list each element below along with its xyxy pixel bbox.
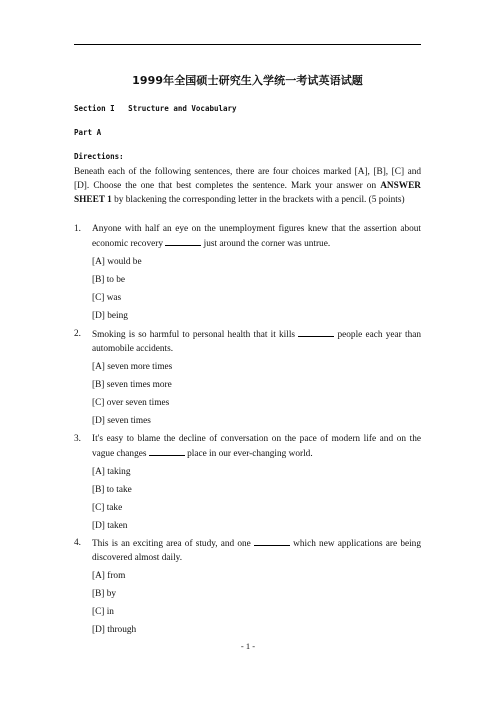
option-b: [B] seven times more	[92, 380, 172, 390]
directions-text-after: by blackening the corresponding letter in the brackets with a pencil. (5 points)	[111, 195, 405, 205]
stem-before: It's easy to blame the decline of conversation on the pace of modern life and on the vague changes	[92, 434, 421, 459]
option-b: [B] to be	[92, 275, 126, 285]
question-3	[74, 432, 421, 533]
part-heading: Part A	[74, 128, 102, 137]
option-c: [C] in	[92, 607, 114, 617]
answer-sheet-label: ANSWER SHEET 1	[74, 181, 421, 205]
stem-after: just around the corner was untrue.	[201, 239, 331, 249]
directions-label: Directions:	[74, 152, 124, 161]
stem-after: which new applications are being discovered almost daily.	[92, 539, 421, 563]
option-a: [A] taking	[92, 467, 131, 477]
option-a: [A] seven more times	[92, 362, 173, 372]
option-d: [D] seven times	[92, 416, 151, 426]
option-c: [C] take	[92, 503, 123, 513]
option-b: [B] to take	[92, 485, 132, 495]
question-1	[74, 222, 421, 323]
question-stem	[92, 327, 421, 356]
option-d: [D] being	[92, 311, 128, 321]
answer-blank	[165, 236, 201, 246]
directions-paragraph	[74, 165, 421, 207]
option-a: [A] would be	[92, 257, 142, 267]
header-rule	[74, 44, 421, 45]
answer-blank	[149, 446, 185, 456]
stem-before: This is an exciting area of study, and one	[92, 539, 254, 549]
option-c: [C] was	[92, 293, 122, 303]
option-a: [A] from	[92, 571, 126, 581]
stem-before: Smoking is so harmful to personal health that it kills	[92, 330, 299, 340]
question-number: 1.	[74, 224, 81, 234]
question-stem	[92, 536, 421, 565]
section-heading: Section I Structure and Vocabulary	[74, 104, 237, 113]
answer-blank	[254, 536, 290, 546]
question-4	[74, 536, 421, 637]
stem-after: place in our ever-changing world.	[184, 449, 313, 459]
directions-text-before: Beneath each of the following sentences, there are four choices marked [A], [B], [C] and [D]. Choose the one that best completes the sentence. Mark your answer on	[74, 167, 421, 191]
stem-after: people each year than automobile accidents.	[92, 330, 421, 354]
option-b: [B] by	[92, 589, 117, 599]
question-stem	[92, 222, 421, 251]
question-2	[74, 327, 421, 428]
question-stem	[92, 432, 421, 461]
option-d: [D] through	[92, 625, 137, 635]
answer-blank	[298, 327, 334, 337]
question-number: 4.	[74, 538, 81, 548]
stem-before: Anyone with half an eye on the unemployment figures knew that the assertion about economic recovery	[92, 224, 421, 249]
option-c: [C] over seven times	[92, 398, 170, 408]
page-number: - 1 -	[240, 641, 256, 651]
option-d: [D] taken	[92, 521, 128, 531]
question-number: 2.	[74, 329, 81, 339]
page-title: 1999年全国硕士研究生入学统一考试英语试题	[132, 74, 363, 87]
question-number: 3.	[74, 434, 81, 444]
